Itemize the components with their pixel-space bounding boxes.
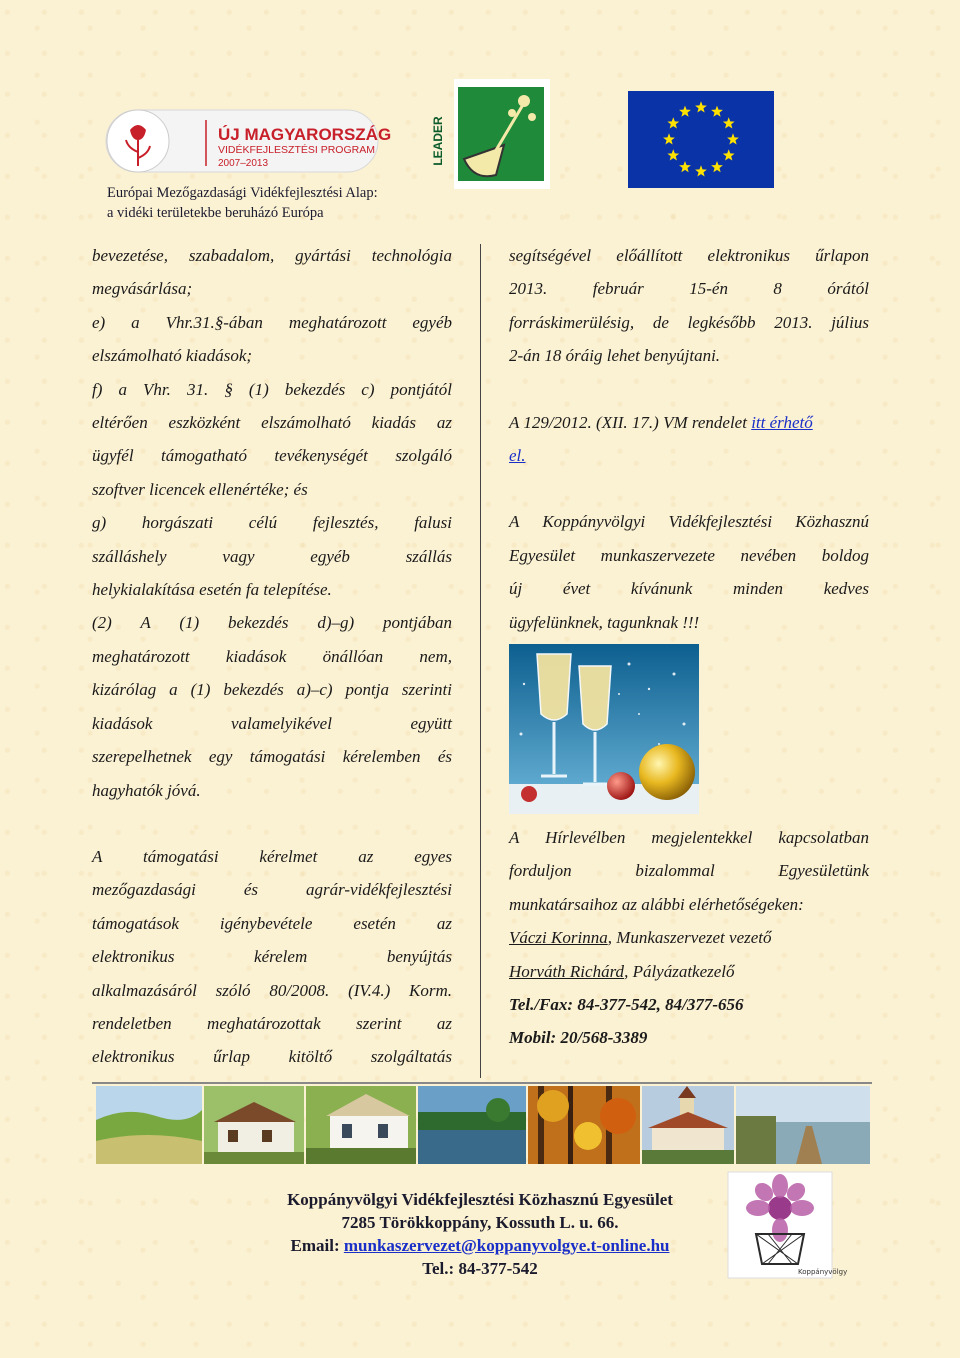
text-line: elektronikus kérelem benyújtás [92,947,452,967]
church-photo [642,1086,734,1164]
text-line: megvásárlása; [92,279,193,299]
lake-photo [418,1086,526,1164]
footer-address: 7285 Törökkoppány, Kossuth L. u. 66. [341,1213,619,1232]
text-line: Egyesület munkaszervezete nevében boldog [509,545,869,565]
text-line: eltérően eszközként elszámolható kiadás az [92,413,452,433]
org-line-2: a vidéki területekbe beruházó Európa [107,205,324,221]
column-divider [480,244,481,1078]
text-line: elektronikus űrlap kitöltő szolgáltatás [92,1047,452,1067]
text-line: mezőgazdasági és agrár-vidékfejlesztési [92,880,452,900]
contact-1-name: Váczi Korinna [509,928,608,948]
text-line: támogatások igénybevétele esetén az [92,913,452,933]
text-line: f) a Vhr. 31. § (1) bekezdés c) pontjától [92,379,452,399]
regulation-text: A 129/2012. (XII. 17.) VM rendelet [509,412,752,432]
text-line: meghatározott kiadások önállóan nem, [92,646,452,666]
cottage-photo [306,1086,416,1164]
program-logo-title: ÚJ MAGYARORSZÁG [218,125,392,144]
text-line: segítségével előállított elektronikus űrlapon [509,246,869,265]
footer-org: Koppányvölgyi Vidékfejlesztési Közhasznú Egyesület [287,1190,673,1209]
footer-email-link[interactable]: munkaszervezet@koppanyvolgye.t-online.hu [343,1236,670,1255]
text-line: munkatársaihoz az alábbi elérhetőségeken: [509,894,804,914]
text-line: A támogatási kérelmet az egyes [92,846,452,866]
text-line: kiadások valamelyikével együtt [92,713,452,733]
leader-logo [432,79,552,189]
text-line: A Koppányvölgyi Vidékfejlesztési Közhasznú [509,512,869,532]
program-logo-years: 2007–2013 [218,158,269,169]
photo-strip-rule [92,1082,872,1084]
footer-tel: Tel.: 84-377-542 [422,1259,538,1278]
text-line: ügyfelünknek, tagunknak !!! [509,612,700,632]
autumn-forest-photo [528,1086,640,1164]
text-line: e) a Vhr.31.§-ában meghatározott egyéb [92,312,452,332]
text-line: helykialakítása esetén fa telepítése. [92,580,332,600]
contact-block [509,821,869,1055]
text-line: forráskimerülésig, de legkésőbb 2013. július [509,312,869,332]
spacer [92,807,452,840]
text-line: (2) A (1) bekezdés d)–g) pontjában [92,613,452,633]
text-line: rendeletben meghatározottak szerint az [92,1013,452,1033]
text-line: új évet kívánunk minden kedves [509,579,869,599]
landscape-photo [96,1086,202,1164]
text-line: A Hírlevélben megjelentekkel kapcsolatban [509,828,869,847]
text-line: forduljon bizalommal Egyesületünk [509,861,869,881]
footer [200,1188,760,1280]
regulation-line-2 [509,439,869,472]
regulation-line [509,406,869,439]
contact-1 [509,921,869,954]
text-line: szoftver licencek ellenértéke; és [92,479,308,499]
right-column [509,239,869,639]
text-line: g) horgászati célú fejlesztés, falusi [92,513,452,533]
house-photo [204,1086,304,1164]
text-line: 2013. február 15-én 8 órától [509,279,869,299]
spacer [509,472,869,505]
contact-2-name: Horváth Richárd [509,961,625,981]
contact-2-role: , Pályázatkezelő [624,961,735,981]
text-line: bevezetése, szabadalom, gyártási technológia [92,246,452,265]
eu-flag-icon [628,91,774,188]
regulation-link-end[interactable]: el. [509,446,526,466]
tel-fax: Tel./Fax: 84-377-542, 84/377-656 [509,995,744,1015]
text-line: 2-án 18 óráig lehet benyújtani. [509,346,721,366]
text-line: alkalmazásáról szóló 80/2008. (IV.4.) Korm. [92,980,452,1000]
footer-email-line [200,1234,760,1257]
left-column [92,239,452,1074]
spacer [509,373,869,406]
text-line: hagyhatók jóvá. [92,780,201,800]
org-line-1: Európai Mezőgazdasági Vidékfejlesztési Alap: [107,185,378,201]
text-line: szálláshely vagy egyéb szállás [92,546,452,566]
regulation-link[interactable]: itt érhető [751,412,813,432]
text-line: ügyfél támogatható tevékenységét szolgáló [92,446,452,466]
champagne-photo [509,644,699,814]
mobile: Mobil: 20/568-3389 [509,1028,648,1048]
pier-photo [736,1086,870,1164]
text-line: kizárólag a (1) bekezdés a)–c) pontja szerinti [92,680,452,700]
footer-email-label: Email: [290,1236,344,1255]
program-logo-subtitle: VIDÉKFEJLESZTÉSI PROGRAM [218,144,375,156]
logo-caption: Koppányvölgy [798,1268,848,1276]
text-line: szerepelhetnek egy támogatási kérelemben és [92,747,452,767]
uj-magyarorszag-logo [106,104,392,178]
contact-2 [509,955,869,988]
leader-text: LEADER [431,116,445,166]
text-line: elszámolható kiadások; [92,346,253,366]
contact-1-role: , Munkaszervezet vezető [607,928,772,948]
koppanyvolgy-logo [728,1172,848,1278]
